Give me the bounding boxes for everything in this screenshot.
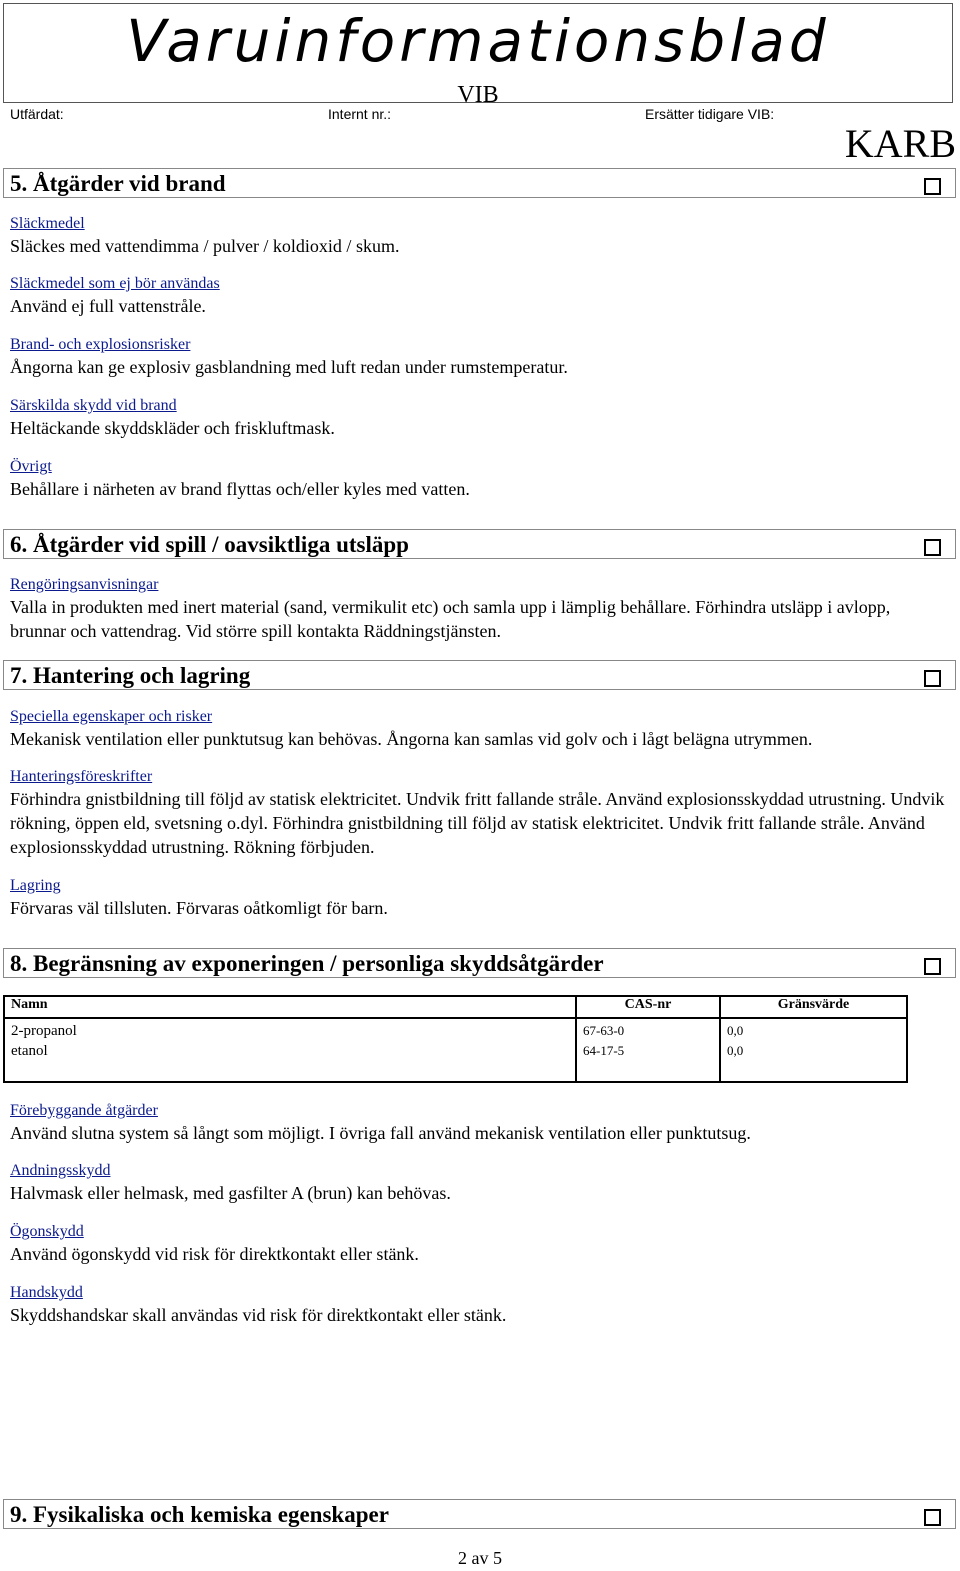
replaces-label: Ersätter tidigare VIB: xyxy=(645,106,775,122)
section-6-header xyxy=(3,529,956,559)
subheading: Andningsskydd xyxy=(10,1162,111,1179)
section-title: 6. Åtgärder vid spill / oavsiktliga utsläpp xyxy=(10,532,409,557)
subheading: Släckmedel xyxy=(10,215,85,232)
section-6-checkbox[interactable] xyxy=(924,539,941,556)
section-title: 7. Hantering och lagring xyxy=(10,663,251,688)
document-title: Varuinformationsblad xyxy=(126,7,830,75)
subheading: Hanteringsföreskrifter xyxy=(10,768,153,785)
cas-numbers xyxy=(576,1018,720,1082)
exposure-table xyxy=(3,995,908,1083)
subheading: Ögonskydd xyxy=(10,1223,84,1240)
column-header-name: Namn xyxy=(4,996,576,1018)
paragraph: Skyddshandskar skall användas vid risk för direktkontakt eller stänk. xyxy=(10,1305,507,1325)
section-8-checkbox[interactable] xyxy=(924,958,941,975)
vib-label: VIB xyxy=(457,82,499,108)
subheading: Brand- och explosionsrisker xyxy=(10,336,191,353)
paragraph: Ångorna kan ge explosiv gasblandning med luft redan under rumstemperatur. xyxy=(10,357,568,377)
paragraph: Mekanisk ventilation eller punktutsug kan behövas. Ångorna kan samlas vid golv och i lågt belägna utrymmen. xyxy=(10,729,813,749)
limit-value: 0,0 xyxy=(727,1043,744,1058)
subheading: Släckmedel som ej bör användas xyxy=(10,275,220,292)
section-9-header xyxy=(3,1499,956,1529)
section-title: 9. Fysikaliska och kemiska egenskaper xyxy=(10,1502,389,1527)
cas-number: 64-17-5 xyxy=(583,1043,625,1058)
paragraph: Förvaras väl tillsluten. Förvaras oåtkomligt för barn. xyxy=(10,898,388,918)
paragraph: Använd ögonskydd vid risk för direktkontakt eller stänk. xyxy=(10,1244,419,1264)
subheading: Förebyggande åtgärder xyxy=(10,1102,158,1119)
paragraph: Behållare i närheten av brand flyttas och/eller kyles med vatten. xyxy=(10,479,470,499)
column-header-cas: CAS-nr xyxy=(576,996,720,1018)
limit-values xyxy=(720,1018,907,1082)
section-title: 8. Begränsning av exponeringen / personliga skyddsåtgärder xyxy=(10,951,604,976)
paragraph: Halvmask eller helmask, med gasfilter A (brun) kan behövas. xyxy=(10,1183,451,1203)
product-name: KARB xyxy=(844,121,956,166)
subheading: Särskilda skydd vid brand xyxy=(10,397,177,414)
paragraph: Använd slutna system så långt som möjligt. I övriga fall använd mekanisk ventilation eller punktutsug. xyxy=(10,1123,751,1143)
substance-name: etanol xyxy=(11,1043,48,1059)
subheading: Rengöringsanvisningar xyxy=(10,576,159,593)
subheading: Övrigt xyxy=(10,458,52,475)
issued-label: Utfärdat: xyxy=(10,106,64,122)
table-row xyxy=(4,1018,907,1082)
subheading: Speciella egenskaper och risker xyxy=(10,708,213,725)
section-5-checkbox[interactable] xyxy=(924,178,941,195)
paragraph: Valla in produkten med inert material (sand, vermikulit etc) och samla upp i lämplig behållare. Förhindra utsläpp i avlopp, brunnar och vattendrag. Vid större spill kontakta Räddningstjänsten. xyxy=(10,597,891,641)
subheading: Handskydd xyxy=(10,1284,83,1301)
section-8-header xyxy=(3,948,956,978)
paragraph: Använd ej full vattenstråle. xyxy=(10,296,206,316)
paragraph: Heltäckande skyddskläder och friskluftmask. xyxy=(10,418,335,438)
section-7-checkbox[interactable] xyxy=(924,670,941,687)
paragraph: Förhindra gnistbildning till följd av statisk elektricitet. Undvik fritt fallande stråle. Använd explosionsskyddad utrustning. Undvik rökning, öppen eld, svetsning o.dyl. Förhindra gnistbildning till följd av statisk elektricitet. Undvik fritt fallande stråle. Använd explosionsskyddad utrustning. Rökning förbjuden. xyxy=(10,789,945,857)
limit-value: 0,0 xyxy=(727,1023,744,1038)
page-number: 2 av 5 xyxy=(458,1548,502,1568)
section-title: 5. Åtgärder vid brand xyxy=(10,171,226,196)
substance-name: 2-propanol xyxy=(11,1023,77,1039)
document-header xyxy=(3,3,953,108)
subheading: Lagring xyxy=(10,877,61,894)
internal-number-label: Internt nr.: xyxy=(328,106,392,122)
substance-names xyxy=(4,1018,576,1082)
cas-number: 67-63-0 xyxy=(583,1023,625,1038)
paragraph: Släckes med vattendimma / pulver / koldioxid / skum. xyxy=(10,236,400,256)
column-header-limit: Gränsvärde xyxy=(720,996,907,1018)
section-5-header xyxy=(3,168,956,198)
section-7-header xyxy=(3,660,956,690)
section-9-checkbox[interactable] xyxy=(924,1509,941,1526)
